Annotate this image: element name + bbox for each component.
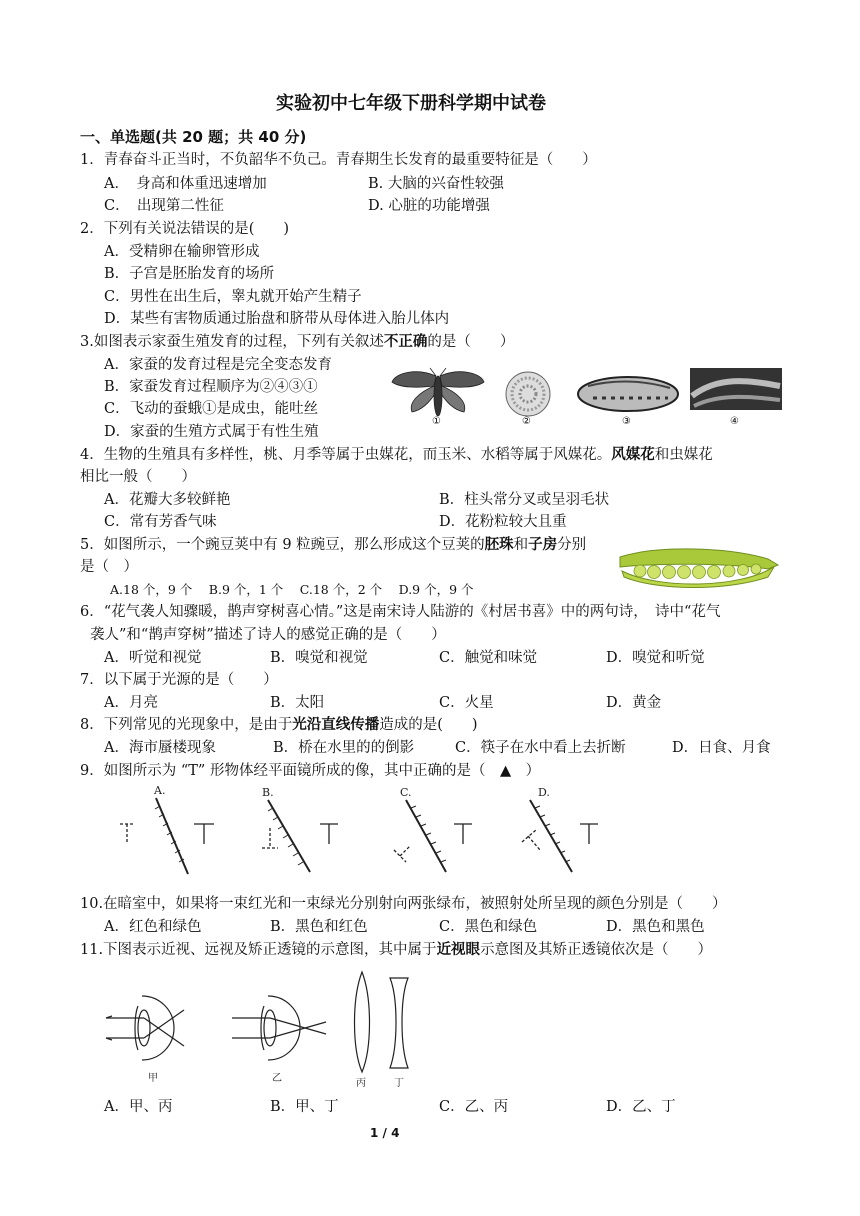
q5-stem-mid: 和 [513, 537, 529, 553]
q5-stem-line2: 是（ ） [80, 559, 138, 575]
eye-label-yi: 乙 [272, 1073, 282, 1084]
q3-option-b: B．家蚕发育过程顺序为②④③① [104, 379, 318, 395]
fig-label-4: ④ [730, 416, 739, 427]
q4-stem-post: 和虫媒花 [654, 447, 713, 463]
eye-lens-figure [104, 968, 424, 1090]
q3-option-d: D．家蚕的生殖方式属于有性生殖 [104, 424, 319, 440]
fig-label-a: A. [154, 784, 166, 797]
q4-stem-line1 [80, 448, 713, 463]
fig-label-d: D. [538, 786, 550, 799]
pupa-image [690, 368, 782, 410]
eye-label-jia: 甲 [148, 1073, 158, 1084]
option-b-diagram [262, 800, 338, 872]
q7-option-a: A．月亮 [104, 695, 158, 711]
q10-option-b: B．黑色和红色 [270, 919, 368, 935]
larva-image [578, 377, 678, 411]
q4-option-d: D．花粉粒较大且重 [439, 514, 567, 530]
q5-stem-bold-2: 子房 [528, 537, 558, 553]
lens-label-ding: 丁 [394, 1078, 404, 1089]
q8-stem [80, 718, 478, 733]
q2-option-c: C．男性在出生后，睾丸就开始产生精子 [104, 289, 362, 305]
q2-option-b: B．子宫是胚胎发育的场所 [104, 266, 275, 282]
q8-option-a: A．海市蜃楼现象 [104, 740, 216, 756]
q4-option-a: A．花瓣大多较鲜艳 [104, 492, 231, 508]
silkworm-lifecycle-figure [388, 366, 784, 432]
concave-lens [390, 978, 408, 1068]
option-c-diagram [394, 800, 472, 872]
q10-stem: 10.在暗室中，如果将一束红光和一束绿光分别射向两张绿布，被照射处所呈现的颜色分别是（ ） [80, 896, 727, 912]
q6-option-b: B．嗅觉和视觉 [270, 650, 368, 666]
q1-option-c: C． 出现第二性征 [104, 198, 224, 214]
q11-option-a: A．甲、丙 [104, 1099, 173, 1115]
fig-label-1: ① [432, 416, 441, 427]
q5-stem-line1 [80, 538, 586, 553]
q2-stem: 2．下列有关说法错误的是( ) [80, 221, 290, 237]
q5-options: A.18 个，9 个 B.9 个，1 个 C.18 个，2 个 D.9 个，9 个 [110, 582, 474, 597]
q7-option-c: C．火星 [439, 695, 494, 711]
section-heading: 一、单选题(共 20 题；共 40 分) [80, 128, 307, 146]
q10-option-a: A．红色和绿色 [104, 919, 202, 935]
q3-option-a: A．家蚕的发育过程是完全变态发育 [104, 357, 332, 373]
q8-option-b: B．桥在水里的的倒影 [273, 740, 415, 756]
q1-option-d: D. 心脏的功能增强 [368, 198, 490, 214]
q6-stem-line1: 6．“花气袭人知骤暖，鹊声穿树喜心情。”这是南宋诗人陆游的《村居书喜》中的两句诗， 诗中“花气 [80, 604, 721, 620]
q4-option-b: B．柱头常分叉或呈羽毛状 [439, 492, 610, 508]
option-a-diagram [120, 798, 214, 874]
q8-option-c: C．筷子在水中看上去折断 [455, 740, 626, 756]
q11-stem-bold: 近视眼 [436, 942, 481, 958]
pea-pod-figure [618, 545, 782, 593]
q6-option-d: D．嗅觉和听觉 [606, 650, 705, 666]
mirror-figure [110, 780, 610, 876]
q4-option-c: C．常有芳香气味 [104, 514, 217, 530]
fig-label-b: B. [262, 786, 274, 799]
q8-stem-bold: 光沿直线传播 [292, 717, 380, 733]
q5-stem-post: 分别 [557, 537, 587, 553]
q11-stem [80, 943, 712, 958]
q7-option-b: B．太阳 [270, 695, 325, 711]
q5-stem-pre: 5．如图所示，一个豌豆荚中有 9 粒豌豆，那么形成这个豆荚的 [80, 537, 485, 553]
fig-label-c: C. [400, 786, 412, 799]
q8-stem-post: 造成的是( ) [379, 717, 478, 733]
q1-option-a: A． 身高和体重迅速增加 [104, 176, 267, 192]
q8-stem-pre: 8．下列常见的光现象中，是由于 [80, 717, 293, 733]
q11-option-c: C．乙、丙 [439, 1099, 509, 1115]
q5-stem-bold-1: 胚珠 [484, 537, 514, 553]
q6-stem-line2: 袭人”和“鹊声穿树”描述了诗人的感觉正确的是（ ） [90, 627, 446, 643]
q4-stem-bold: 风媒花 [611, 447, 655, 463]
q3-option-c: C．飞动的蚕蛾①是成虫，能吐丝 [104, 401, 319, 417]
q7-stem: 7．以下属于光源的是（ ） [80, 672, 278, 688]
q2-option-d: D．某些有害物质通过胎盘和脐带从母体进入胎儿体内 [104, 311, 450, 327]
q8-option-d: D．日食、月食 [672, 740, 771, 756]
q11-stem-pre: 11.下图表示近视、远视及矫正透镜的示意图，其中属于 [80, 942, 437, 958]
q6-option-a: A．听觉和视觉 [104, 650, 202, 666]
q4-stem-line2: 相比一般（ ） [80, 469, 196, 485]
q6-option-c: C．触觉和味觉 [439, 650, 538, 666]
q1-option-b: B. 大脑的兴奋性较强 [368, 176, 504, 192]
fig-label-2: ② [522, 416, 531, 427]
eggs-image [506, 372, 550, 416]
q2-option-a: A．受精卵在输卵管形成 [104, 244, 260, 260]
q11-stem-post: 示意图及其矫正透镜依次是（ ） [480, 942, 713, 958]
option-d-diagram [522, 800, 598, 872]
q4-stem-pre: 4．生物的生殖具有多样性，桃、月季等属于虫媒花，而玉米、水稻等属于风媒花。 [80, 447, 612, 463]
q3-stem-post: 的是（ ） [427, 334, 515, 350]
q9-answer-placeholder: ▲ [499, 763, 512, 779]
eye-diagram-yi [232, 996, 326, 1060]
q3-stem-pre: 3.如图表示家蚕生殖发育的过程，下列有关叙述 [80, 334, 384, 350]
lens-label-bing: 丙 [356, 1078, 366, 1089]
q10-option-c: C．黑色和绿色 [439, 919, 538, 935]
q3-stem-bold: 不正确 [383, 334, 428, 350]
q11-option-b: B．甲、丁 [270, 1099, 339, 1115]
convex-lens [355, 972, 370, 1072]
page-number: 1 / 4 [370, 1126, 400, 1140]
fig-label-3: ③ [622, 416, 631, 427]
q9-stem-pre: 9．如图所示为 “T” 形物体经平面镜所成的像，其中正确的是（ [80, 763, 500, 779]
q9-stem [80, 764, 540, 779]
eye-diagram-jia [106, 996, 184, 1060]
q9-stem-post: ） [511, 763, 541, 779]
q10-option-d: D．黑色和黑色 [606, 919, 705, 935]
q1-stem: 1．青春奋斗正当时，不负韶华不负己。青春期生长发育的最重要特征是（ ） [80, 152, 597, 168]
page-title: 实验初中七年级下册科学期中试卷 [276, 93, 546, 114]
q7-option-d: D．黄金 [606, 695, 662, 711]
q3-stem [80, 335, 514, 350]
moth-image [392, 368, 484, 416]
q11-option-d: D．乙、丁 [606, 1099, 676, 1115]
